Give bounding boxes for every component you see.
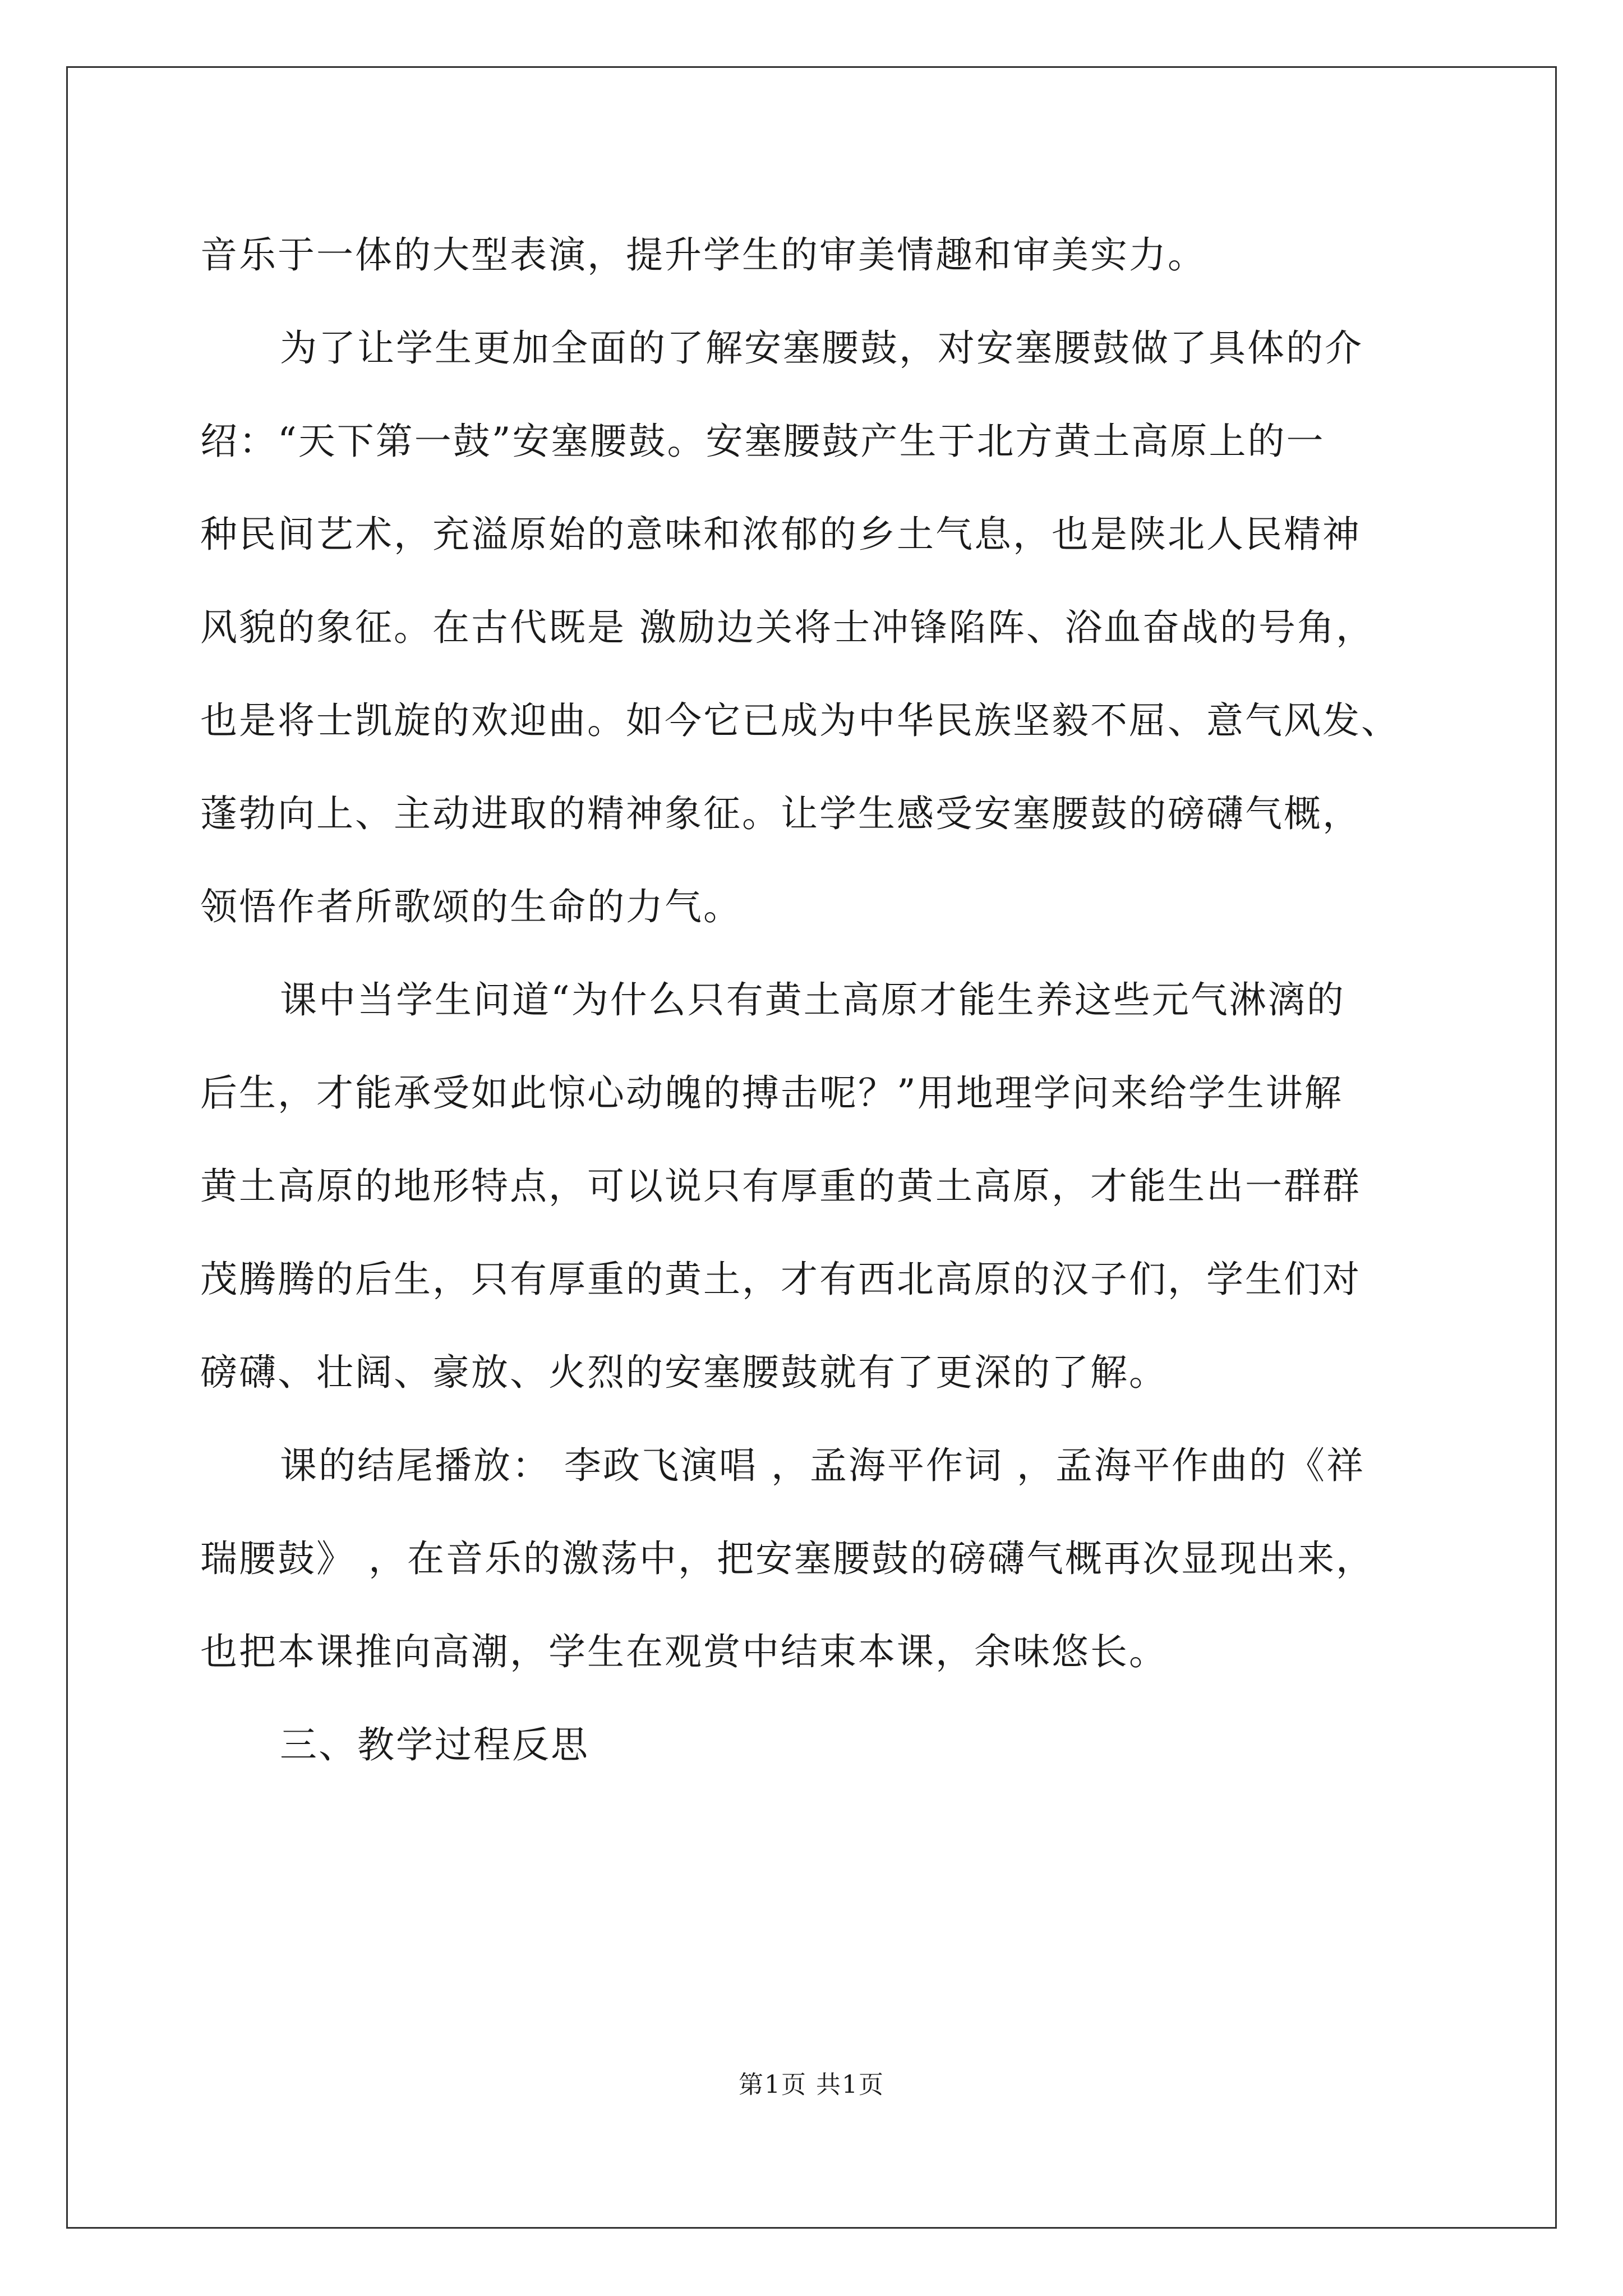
paragraph-1: [200, 209, 1456, 302]
text-line: 蓬勃向上、主动进取的精神象征。让学生感受安塞腰鼓的磅礴气概，: [200, 792, 1361, 835]
text-line: 课的结尾播放： 李政飞演唱 ，孟海平作词 ，孟海平作曲的《祥: [280, 1444, 1365, 1487]
text-line: 后生，才能承受如此惊心动魄的搏击呢？”用地理学问来给学生讲解: [200, 1071, 1343, 1115]
text-line: 磅礴、壮阔、豪放、火烈的安塞腰鼓就有了更深的了解。: [200, 1351, 1168, 1394]
text-line: 绍：“天下第一鼓”安塞腰鼓。安塞腰鼓产生于北方黄土高原上的一: [200, 420, 1325, 463]
text-line: 茂腾腾的后生，只有厚重的黄土，才有西北高原的汉子们，学生们对: [200, 1258, 1361, 1301]
paragraph-4: [200, 1419, 1456, 1699]
text-line: 风貌的象征。在古代既是 激励边关将士冲锋陷阵、浴血奋战的号角，: [200, 606, 1375, 649]
text-line: 也是将士凯旋的欢迎曲。如今它已成为中华民族坚毅不屈、意气风发、: [200, 699, 1400, 742]
text-line: 为了让学生更加全面的了解安塞腰鼓，对安塞腰鼓做了具体的介: [280, 326, 1363, 370]
text-line: 也把本课推向高潮，学生在观赏中结束本课，余味悠长。: [200, 1630, 1168, 1673]
page-number-footer: 第1页 共1页: [739, 2070, 884, 2099]
text-line: 瑞腰鼓》 ，在音乐的激荡中，把安塞腰鼓的磅礴气概再次显现出来，: [200, 1537, 1375, 1580]
text-line: 领悟作者所歌颂的生命的力气。: [200, 885, 742, 928]
section-heading: [200, 1699, 1456, 1792]
paragraph-2: [200, 302, 1456, 954]
text-line: 三、教学过程反思: [280, 1723, 589, 1766]
paragraph-3: [200, 954, 1456, 1419]
text-line: 课中当学生问道“为什么只有黄土高原才能生养这些元气淋漓的: [280, 978, 1345, 1022]
text-line: 黄土高原的地形特点，可以说只有厚重的黄土高原，才能生出一群群: [200, 1165, 1361, 1208]
text-line: 音乐于一体的大型表演，提升学生的审美情趣和审美实力。: [200, 233, 1206, 277]
text-line: 种民间艺术，充溢原始的意味和浓郁的乡土气息，也是陕北人民精神: [200, 513, 1361, 556]
document-body: [200, 209, 1456, 1792]
